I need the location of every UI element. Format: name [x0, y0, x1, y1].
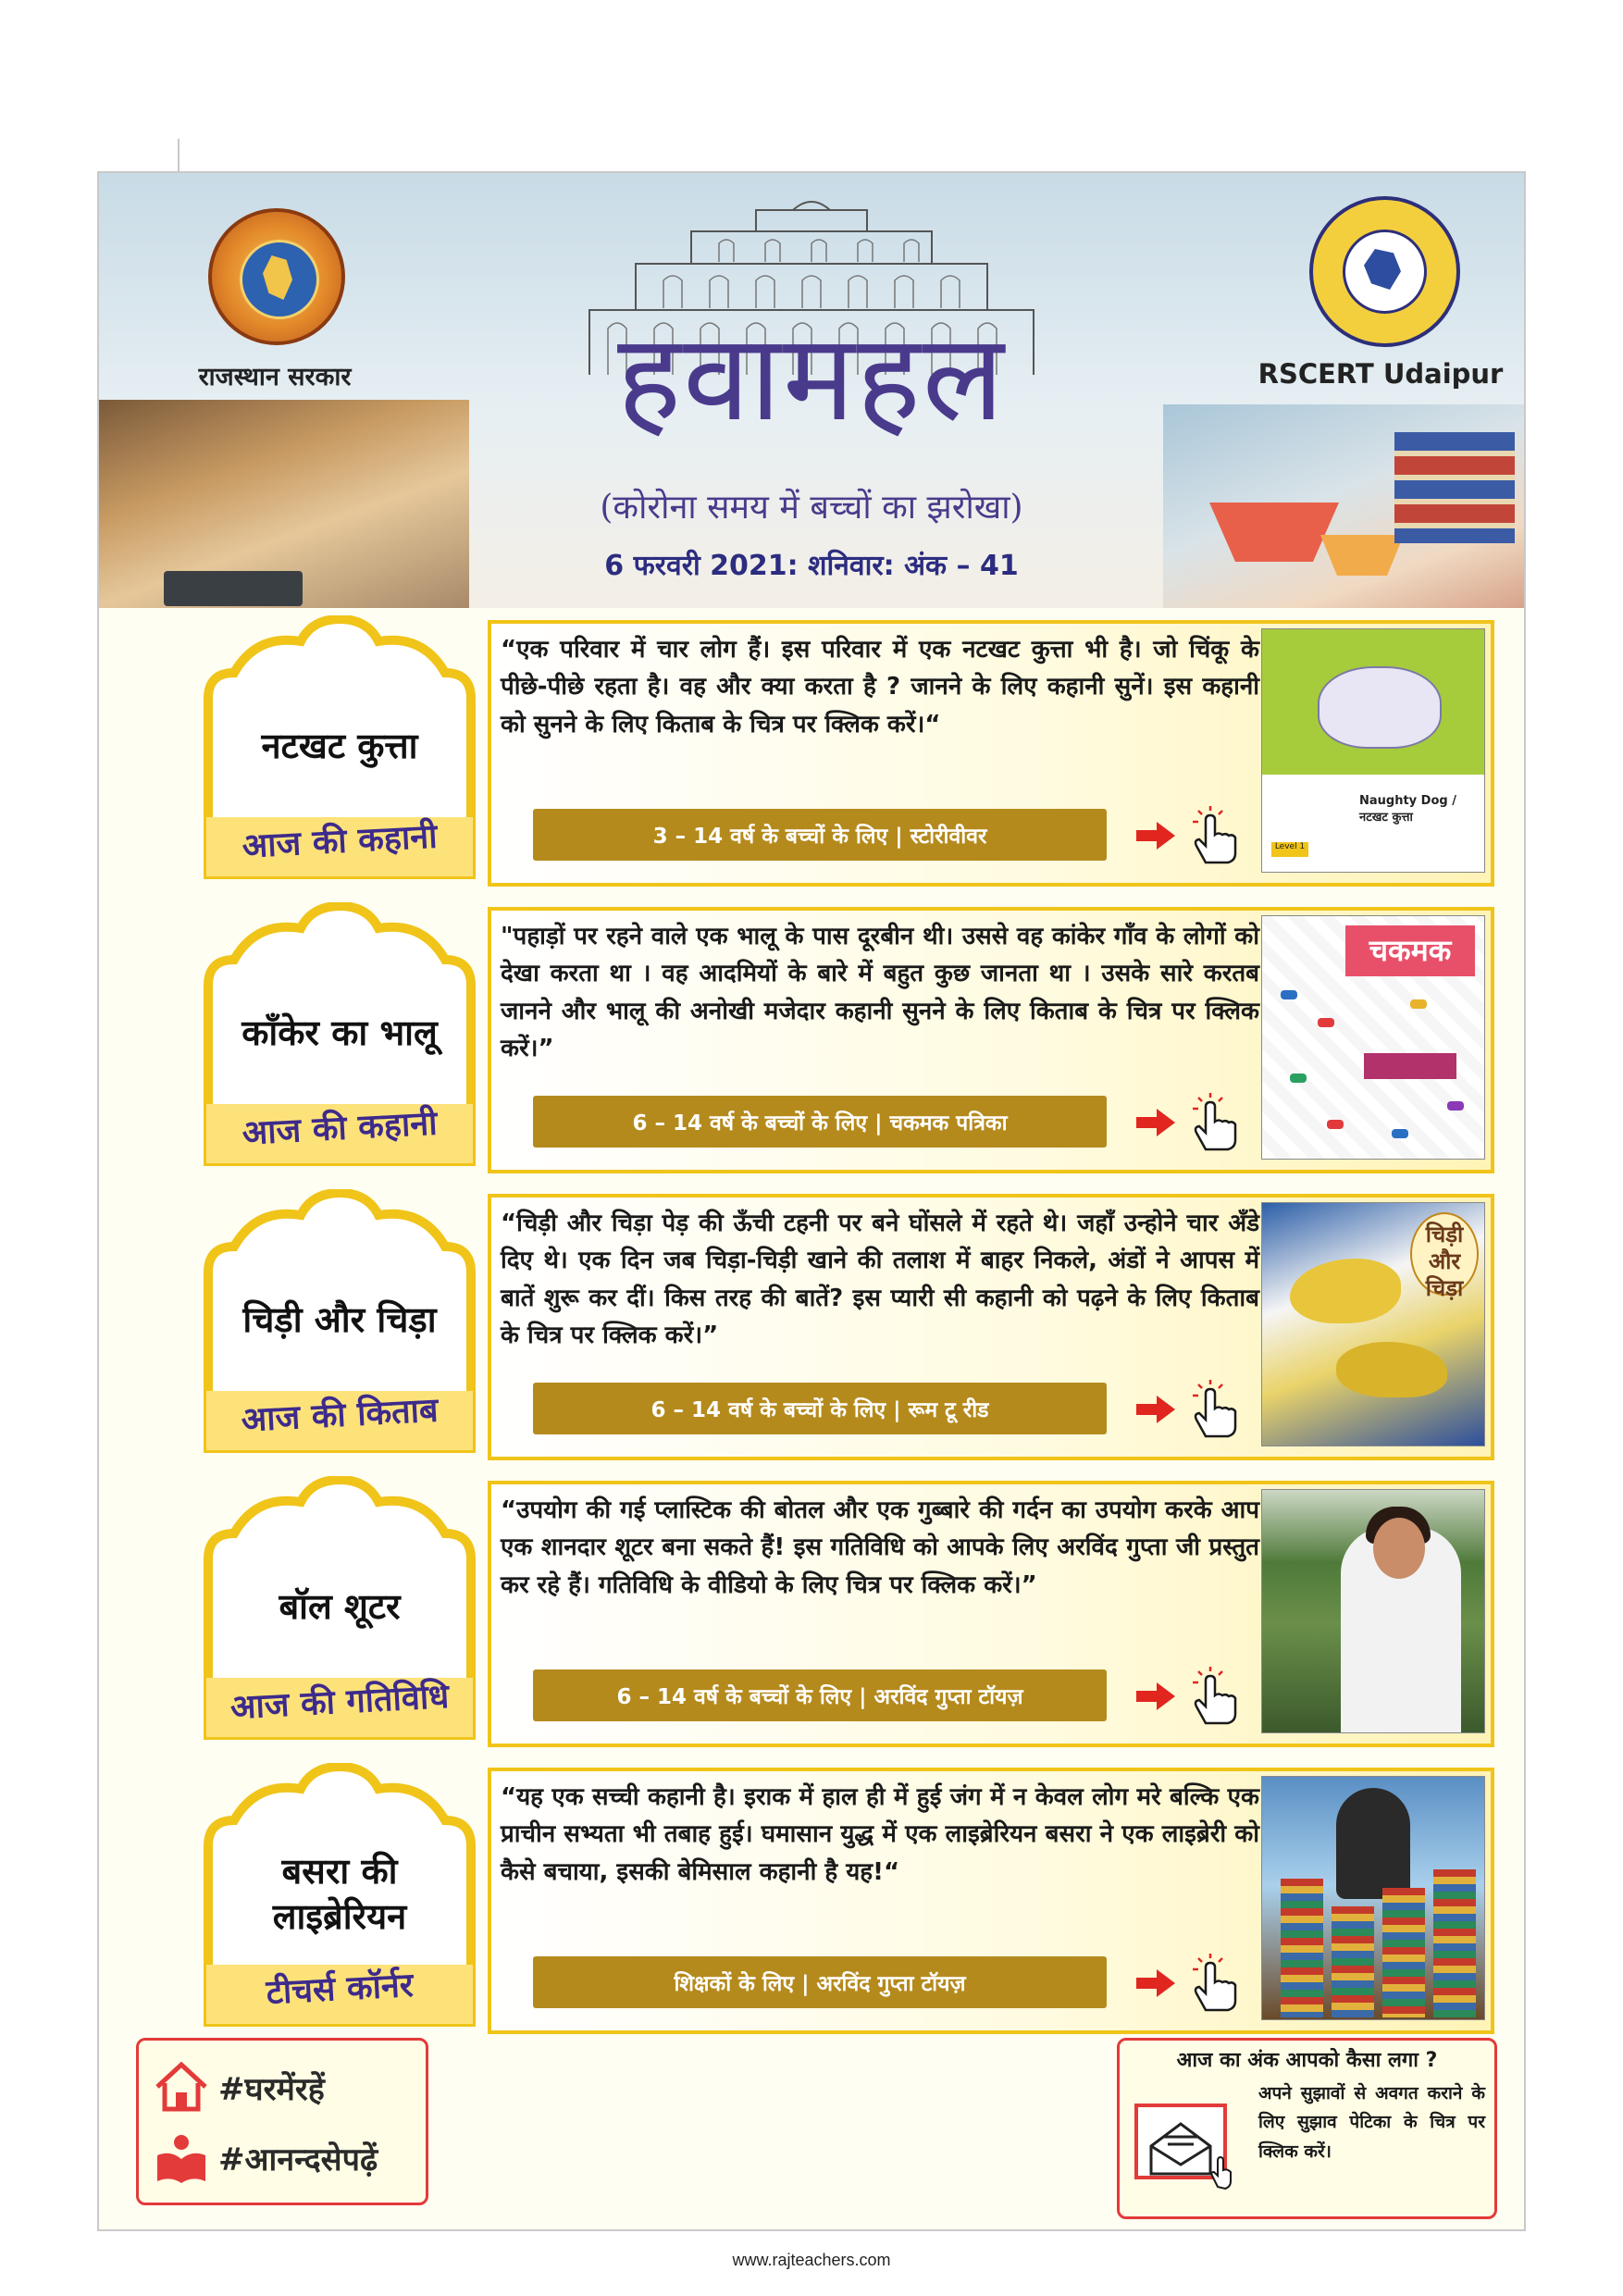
item-category-label: आज की कहानी: [241, 816, 439, 866]
footer-website-link[interactable]: www.rajteachers.com: [732, 2251, 891, 2269]
age-source-tag: 6 – 14 वर्ष के बच्चों के लिए | अरविंद गुप्ता टॉयज़: [533, 1669, 1107, 1721]
click-hand-icon[interactable]: [1185, 1092, 1241, 1153]
arrow-right-icon: [1134, 1681, 1177, 1712]
item-description: “चिड़ी और चिड़ा पेड़ की ऊँची टहनी पर बने घोंसले में रहते थे। जहाँ उन्होने चार अँडे दिए थे। एक दिन जब चिड़ा-चिड़ी खाने की तलाश में बाहर निकले, अंडों ने आपस में बातें शुरू कर दीं। किस तरह की बातें? इस प्यारी सी कहानी को पढ़ने के लिए किताब के चित्र पर क्लिक करें।”: [501, 1210, 1259, 1349]
item-description: “यह एक सच्ची कहानी है। इराक में हाल ही में हुई जंग में न केवल लोग मरे बल्कि एक प्राचीन सभ्यता भी तबाह हुई। घमासान युद्ध में एक लाइब्रेरियन बसरा ने एक लाइब्रेरी को कैसे बचाया, इसकी बेमिसाल कहानी है यह!“: [501, 1783, 1259, 1886]
activity-row: [136, 1476, 1487, 1749]
newsletter-subtitle: (कोरोना समय में बच्चों का झरोखा): [600, 489, 1023, 527]
newsletter-page: [97, 171, 1526, 2231]
story-row: [136, 1189, 1487, 1462]
book-cover-thumbnail[interactable]: [1261, 1776, 1485, 2020]
right-org-name: RSCERT Udaipur: [1258, 358, 1504, 390]
arrow-right-icon: [1134, 1394, 1177, 1425]
feedback-instruction: अपने सुझावों से अवगत कराने के लिए सुझाव पेटिका के चित्र पर क्लिक करें।: [1258, 2083, 1485, 2162]
click-hand-icon[interactable]: [1185, 1953, 1241, 2014]
item-category-label: आज की कहानी: [241, 1103, 439, 1153]
click-hand-icon[interactable]: [1185, 805, 1241, 866]
click-hand-icon[interactable]: [1185, 1666, 1241, 1727]
bird-illustration: [1290, 1259, 1401, 1323]
activity-video-thumbnail[interactable]: [1261, 1489, 1485, 1733]
home-icon: [154, 2061, 209, 2113]
window-badge: [201, 1189, 478, 1453]
hashtag-stay-home: #घरमेंरहें: [218, 2071, 325, 2108]
item-description: "पहाड़ों पर रहने वाले एक भालू के पास दूरबीन थी। उससे वह कांकेर गाँव के लोगों को देखा करता था । वह आदमियों के बारे में बहुत कुछ जानता था । उसके सारे करतब जानने और भालू की अनोखी मजेदार कहानी सुनने के लिए किताब के चित्र पर क्लिक करें।”: [501, 923, 1259, 1062]
teachers-row: [136, 1763, 1487, 2036]
book-level-badge: Level 1: [1271, 842, 1308, 857]
magazine-title: चकमक: [1345, 925, 1475, 976]
reading-person-icon: [154, 2133, 209, 2185]
item-category-label: टीचर्स कॉर्नर: [265, 1965, 415, 2013]
teachers-card: [488, 1768, 1494, 2034]
book-cover-thumbnail[interactable]: [1261, 1202, 1485, 1446]
window-badge: [201, 1763, 478, 2027]
age-source-tag: 6 – 14 वर्ष के बच्चों के लिए | रूम टू रीड: [533, 1383, 1107, 1434]
story-card: [488, 620, 1494, 887]
rajasthan-govt-logo: [208, 208, 345, 345]
book-cover-caption: Naughty Dog / नटखट कुत्ता: [1359, 794, 1456, 825]
magazine-cover-thumbnail[interactable]: [1261, 915, 1485, 1160]
book-cover-thumbnail[interactable]: [1261, 628, 1485, 873]
rscert-logo: [1309, 196, 1460, 347]
story-card: [488, 907, 1494, 1173]
age-source-tag: शिक्षकों के लिए | अरविंद गुप्ता टॉयज़: [533, 1956, 1107, 2008]
arrow-right-icon: [1134, 820, 1177, 851]
item-category-label: आज की किताब: [240, 1390, 440, 1440]
children-reading-photo: [99, 400, 469, 608]
bird-illustration: [1336, 1342, 1447, 1397]
story-row: [136, 615, 1487, 888]
book-stack-icon: [1394, 432, 1515, 543]
suggestion-box-mail-icon[interactable]: [1131, 2096, 1242, 2198]
dog-illustration: [1318, 666, 1442, 749]
book-cover-title: चिड़ी और चिड़ा: [1410, 1212, 1479, 1296]
hashtag-read-happily: #आनन्दसेपढ़ें: [218, 2141, 378, 2178]
click-hand-icon[interactable]: [1185, 1379, 1241, 1440]
item-category-label: आज की गतिविधि: [229, 1676, 451, 1728]
item-title: चिड़ी और चिड़ा: [242, 1299, 437, 1341]
newsletter-title: हवामहल: [617, 307, 1006, 448]
arrow-right-icon: [1134, 1107, 1177, 1138]
story-row: [136, 902, 1487, 1175]
age-source-tag: 3 – 14 वर्ष के बच्चों के लिए | स्टोरीवीवर: [533, 809, 1107, 861]
feedback-question: आज का अंक आपको कैसा लगा ?: [1176, 2049, 1438, 2072]
item-description: “उपयोग की गई प्लास्टिक की बोतल और एक गुब्बारे की गर्दन का उपयोग करके आप एक शानदार शूटर बना सकते हैं! इस गतिविधि को आपके लिए अरविंद गुप्ता जी प्रस्तुत कर रहे हैं। गतिविधि के वीडियो के लिए चित्र पर क्लिक करें।”: [501, 1496, 1259, 1599]
hashtag-panel: [136, 2038, 428, 2205]
magazine-inset-label: [1364, 1053, 1456, 1079]
item-title: बॉल शूटर: [279, 1586, 401, 1628]
librarian-figure: [1336, 1788, 1410, 1899]
activity-card: [488, 1481, 1494, 1747]
window-badge: [201, 1476, 478, 1740]
window-badge: [201, 615, 478, 879]
issue-dateline: 6 फरवरी 2021: शनिवार: अंक – 41: [604, 550, 1019, 582]
item-description: “एक परिवार में चार लोग हैं। इस परिवार में एक नटखट कुत्ता भी है। जो चिंकू के पीछे-पीछे रहता है। वह और क्या करता है ? जानने के लिए कहानी सुनें। इस कहानी को सुनने के लिए किताब के चित्र पर क्लिक करें।“: [501, 636, 1259, 738]
arrow-right-icon: [1134, 1967, 1177, 1999]
age-source-tag: 6 – 14 वर्ष के बच्चों के लिए | चकमक पत्रिका: [533, 1096, 1107, 1148]
window-badge: [201, 902, 478, 1166]
item-title: नटखट कुत्ता: [261, 726, 418, 767]
feedback-panel: [1117, 2038, 1497, 2219]
header-banner: [99, 173, 1524, 608]
left-org-name: राजस्थान सरकार: [198, 363, 352, 391]
item-title: काँकेर का भालू: [242, 1012, 438, 1054]
item-title: बसरा की लाइब्रेरियन: [272, 1850, 407, 1937]
story-card: [488, 1194, 1494, 1460]
